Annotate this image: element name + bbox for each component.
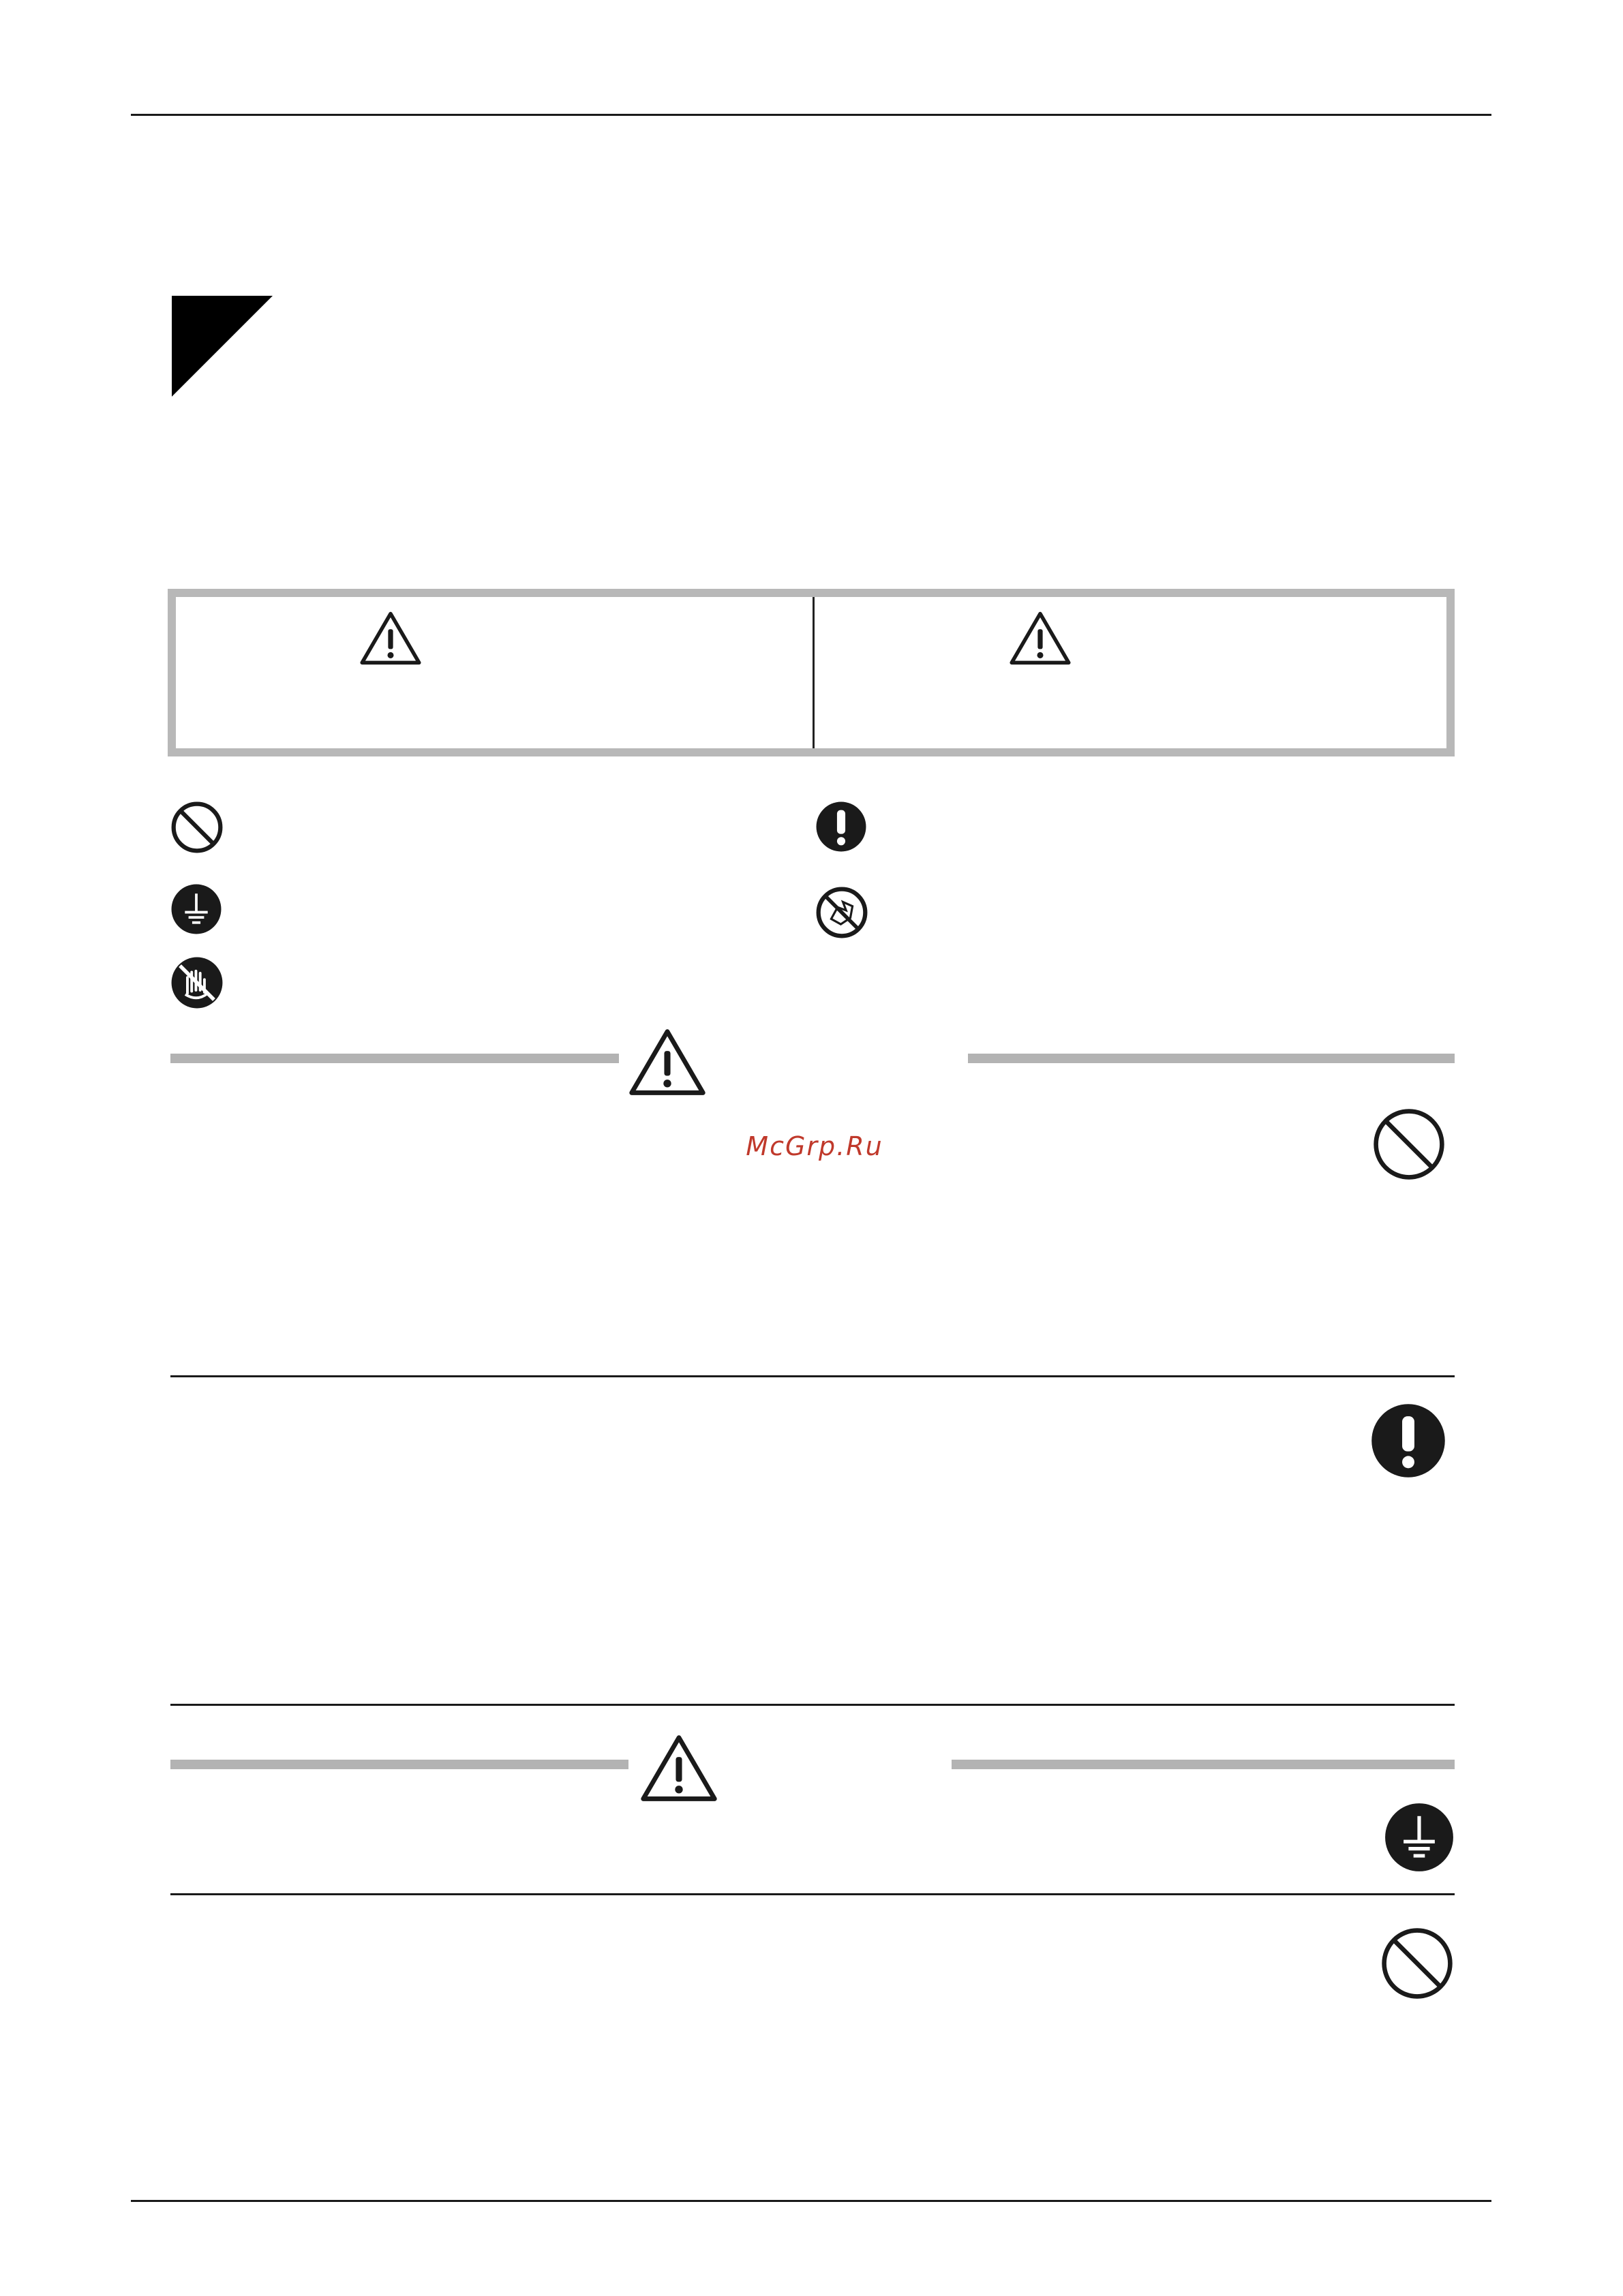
section-bar-left: [170, 1054, 619, 1063]
ground-icon: [170, 883, 222, 935]
item-divider: [170, 1893, 1455, 1895]
page-bottom-rule: [131, 2200, 1491, 2202]
ground-icon: [1384, 1802, 1455, 1873]
legend-divider: [813, 597, 815, 748]
warning-triangle-icon: [639, 1734, 718, 1802]
do-not-touch-wet-hands-icon: [170, 956, 224, 1009]
do-not-disassemble-icon: [815, 886, 868, 939]
prohibited-icon: [1380, 1926, 1455, 2001]
prohibited-icon: [170, 801, 224, 854]
section-bar-left: [170, 1760, 628, 1769]
item-divider: [170, 1375, 1455, 1377]
item-divider: [170, 1704, 1455, 1706]
warning-triangle-icon: [359, 611, 422, 665]
section-bar-right: [968, 1054, 1455, 1063]
mandatory-action-icon: [815, 801, 867, 853]
section-marker-triangle: [172, 296, 273, 397]
prohibited-icon: [1371, 1107, 1446, 1182]
section-bar-right: [952, 1760, 1455, 1769]
page-top-rule: [131, 114, 1491, 116]
caution-triangle-icon: [1009, 611, 1072, 665]
watermark: McGrp.Ru: [746, 1131, 883, 1161]
mandatory-action-icon: [1370, 1403, 1446, 1479]
warning-triangle-icon: [628, 1028, 707, 1096]
